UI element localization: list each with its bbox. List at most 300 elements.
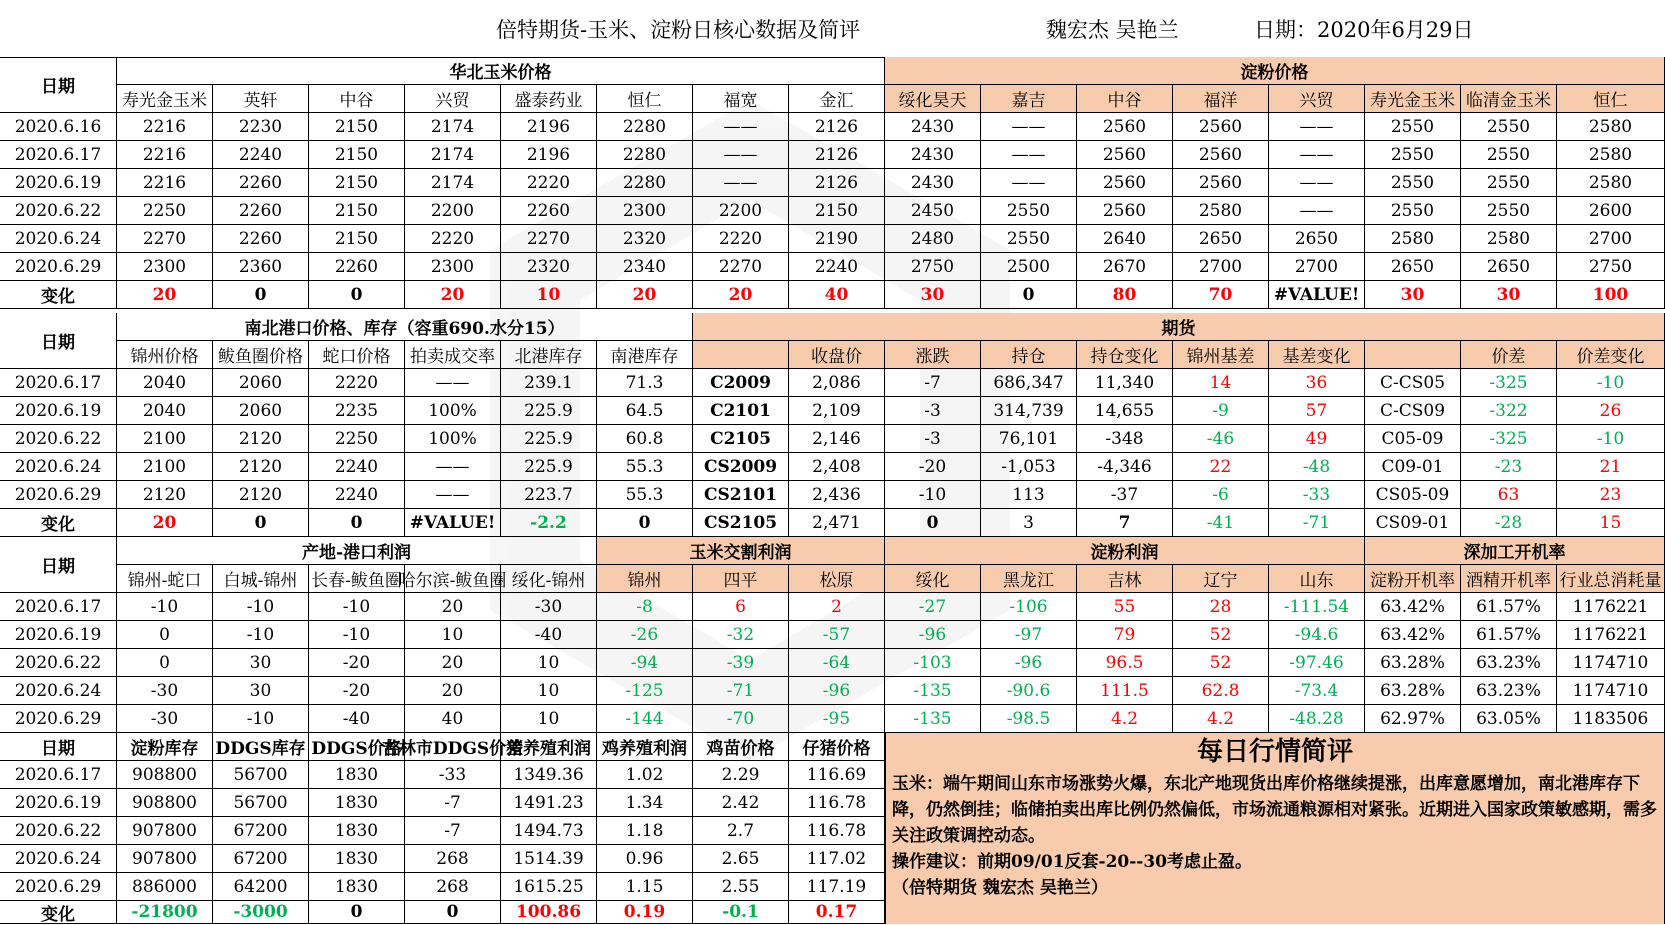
column-header[interactable]: 黑龙江 — [981, 565, 1077, 593]
table-cell[interactable]: 2200 — [405, 197, 501, 225]
change-cell[interactable]: 30 — [1365, 281, 1461, 309]
table-cell[interactable]: 2430 — [885, 113, 981, 141]
column-header[interactable]: 兴贸 — [405, 85, 501, 113]
table-cell[interactable]: 2220 — [405, 225, 501, 253]
table-cell[interactable]: -40 — [309, 705, 405, 733]
change-cell[interactable]: 40 — [789, 281, 885, 309]
change-cell[interactable]: 20 — [597, 281, 693, 309]
date-header[interactable]: 日期 — [0, 313, 117, 369]
table-cell[interactable]: 1830 — [309, 761, 405, 789]
table-cell[interactable]: 239.1 — [501, 369, 597, 397]
table-cell[interactable]: -71 — [693, 677, 789, 705]
column-header[interactable]: 绥化-锦州 — [501, 565, 597, 593]
table-cell[interactable]: 686,347 — [981, 369, 1077, 397]
change-cell[interactable]: 0 — [309, 281, 405, 309]
table-cell[interactable]: 2500 — [981, 253, 1077, 281]
row-date[interactable]: 2020.6.29 — [0, 481, 117, 509]
table-cell[interactable]: 2.7 — [693, 817, 789, 845]
table-cell[interactable]: -98.5 — [981, 705, 1077, 733]
table-cell[interactable]: 223.7 — [501, 481, 597, 509]
table-cell[interactable]: 2126 — [789, 141, 885, 169]
table-cell[interactable]: 2270 — [117, 225, 213, 253]
table-cell[interactable]: 10 — [501, 677, 597, 705]
table-cell[interactable]: —— — [1269, 141, 1365, 169]
column-header[interactable]: 南港库存 — [597, 341, 693, 369]
table-cell[interactable]: 4.2 — [1077, 705, 1173, 733]
table-cell[interactable]: 2600 — [1557, 197, 1665, 225]
table-cell[interactable]: -30 — [501, 593, 597, 621]
group-header-starch[interactable]: 淀粉价格 — [885, 57, 1665, 85]
table-cell[interactable]: -103 — [885, 649, 981, 677]
table-cell[interactable]: 2550 — [1461, 113, 1557, 141]
table-cell[interactable]: 2216 — [117, 113, 213, 141]
change-cell[interactable]: #VALUE! — [405, 509, 501, 537]
table-cell[interactable]: 14 — [1173, 369, 1269, 397]
table-cell[interactable]: 56700 — [213, 761, 309, 789]
table-cell[interactable]: -6 — [1173, 481, 1269, 509]
table-cell[interactable]: 63.42% — [1365, 593, 1461, 621]
table-cell[interactable]: 56700 — [213, 789, 309, 817]
table-cell[interactable]: —— — [981, 169, 1077, 197]
table-cell[interactable]: -20 — [309, 649, 405, 677]
table-cell[interactable]: 2150 — [309, 169, 405, 197]
date-header[interactable]: 日期 — [0, 537, 117, 593]
table-cell[interactable]: 2060 — [213, 369, 309, 397]
table-cell[interactable]: 55.3 — [597, 453, 693, 481]
table-cell[interactable]: 63.42% — [1365, 621, 1461, 649]
table-cell[interactable]: 62.97% — [1365, 705, 1461, 733]
table-cell[interactable]: 1174710 — [1557, 677, 1665, 705]
row-date[interactable]: 2020.6.17 — [0, 593, 117, 621]
table-cell[interactable]: 1183506 — [1557, 705, 1665, 733]
column-header[interactable]: 锦州价格 — [117, 341, 213, 369]
table-cell[interactable]: 886000 — [117, 873, 213, 901]
table-cell[interactable]: 2560 — [1173, 141, 1269, 169]
column-header[interactable]: 绥化昊天 — [885, 85, 981, 113]
table-cell[interactable]: 2750 — [1557, 253, 1665, 281]
table-cell[interactable]: 117.19 — [789, 873, 885, 901]
change-cell[interactable]: 0 — [885, 509, 981, 537]
change-cell[interactable]: -41 — [1173, 509, 1269, 537]
row-date[interactable]: 2020.6.22 — [0, 817, 117, 845]
table-cell[interactable]: 100% — [405, 397, 501, 425]
row-date[interactable]: 2020.6.22 — [0, 649, 117, 677]
table-cell[interactable]: -27 — [885, 593, 981, 621]
table-cell[interactable]: 2320 — [501, 253, 597, 281]
table-cell[interactable]: 30 — [213, 677, 309, 705]
table-cell[interactable]: 2.29 — [693, 761, 789, 789]
table-cell[interactable]: C2105 — [693, 425, 789, 453]
table-cell[interactable]: -10 — [213, 621, 309, 649]
row-date[interactable]: 2020.6.29 — [0, 873, 117, 901]
date-header[interactable]: 日期 — [0, 733, 117, 761]
table-cell[interactable]: 0.96 — [597, 845, 693, 873]
table-cell[interactable]: 1349.36 — [501, 761, 597, 789]
table-cell[interactable]: -3 — [885, 425, 981, 453]
table-cell[interactable]: 2240 — [789, 253, 885, 281]
table-cell[interactable]: -73.4 — [1269, 677, 1365, 705]
column-header[interactable]: DDGS价格 — [309, 733, 405, 761]
table-cell[interactable]: -37 — [1077, 481, 1173, 509]
change-label[interactable]: 变化 — [0, 509, 117, 537]
change-cell[interactable]: 80 — [1077, 281, 1173, 309]
change-cell[interactable]: 30 — [1461, 281, 1557, 309]
table-cell[interactable]: 225.9 — [501, 453, 597, 481]
table-cell[interactable]: 30 — [213, 649, 309, 677]
column-header[interactable]: 白城-锦州 — [213, 565, 309, 593]
table-cell[interactable]: 2580 — [1461, 225, 1557, 253]
column-header[interactable]: 福宽 — [693, 85, 789, 113]
change-cell[interactable]: 0 — [213, 281, 309, 309]
table-cell[interactable]: 2650 — [1173, 225, 1269, 253]
table-cell[interactable]: 116.78 — [789, 789, 885, 817]
table-cell[interactable]: 2550 — [1365, 141, 1461, 169]
row-date[interactable]: 2020.6.29 — [0, 705, 117, 733]
table-cell[interactable]: 2,436 — [789, 481, 885, 509]
column-header[interactable]: 嘉吉 — [981, 85, 1077, 113]
table-cell[interactable]: —— — [693, 141, 789, 169]
table-cell[interactable]: -96 — [789, 677, 885, 705]
change-cell[interactable]: 0 — [309, 901, 405, 924]
table-cell[interactable]: 113 — [981, 481, 1077, 509]
table-cell[interactable]: 2700 — [1173, 253, 1269, 281]
table-cell[interactable]: 908800 — [117, 789, 213, 817]
table-cell[interactable]: 2280 — [597, 113, 693, 141]
table-cell[interactable]: -97.46 — [1269, 649, 1365, 677]
column-header[interactable]: 中谷 — [309, 85, 405, 113]
row-date[interactable]: 2020.6.24 — [0, 225, 117, 253]
table-cell[interactable]: -3 — [885, 397, 981, 425]
change-cell[interactable]: 100 — [1557, 281, 1665, 309]
table-cell[interactable]: 2580 — [1173, 197, 1269, 225]
table-cell[interactable]: 2320 — [597, 225, 693, 253]
table-cell[interactable]: 22 — [1173, 453, 1269, 481]
table-cell[interactable]: -7 — [405, 789, 501, 817]
row-date[interactable]: 2020.6.19 — [0, 789, 117, 817]
table-cell[interactable]: 2560 — [1077, 197, 1173, 225]
table-cell[interactable]: 2150 — [309, 141, 405, 169]
group-header-corn-profit[interactable]: 玉米交割利润 — [597, 537, 885, 565]
table-cell[interactable]: 61.57% — [1461, 593, 1557, 621]
table-cell[interactable]: 1.02 — [597, 761, 693, 789]
table-cell[interactable]: -96 — [885, 621, 981, 649]
table-cell[interactable]: 2560 — [1077, 141, 1173, 169]
column-header[interactable]: 哈尔滨-鲅鱼圈 — [405, 565, 501, 593]
group-header-futures[interactable]: 期货 — [693, 313, 1665, 341]
row-date[interactable]: 2020.6.29 — [0, 253, 117, 281]
table-cell[interactable]: 2174 — [405, 169, 501, 197]
table-cell[interactable]: 116.78 — [789, 817, 885, 845]
table-cell[interactable]: 60.8 — [597, 425, 693, 453]
table-cell[interactable]: 2126 — [789, 113, 885, 141]
table-cell[interactable]: C2009 — [693, 369, 789, 397]
table-cell[interactable]: 2240 — [309, 481, 405, 509]
table-cell[interactable]: -322 — [1461, 397, 1557, 425]
table-cell[interactable]: 2150 — [309, 113, 405, 141]
table-cell[interactable]: 1174710 — [1557, 649, 1665, 677]
change-cell[interactable]: 20 — [405, 281, 501, 309]
table-cell[interactable]: -30 — [117, 705, 213, 733]
column-header[interactable] — [1365, 341, 1461, 369]
column-header[interactable]: 淀粉开机率 — [1365, 565, 1461, 593]
table-cell[interactable]: -135 — [885, 677, 981, 705]
table-cell[interactable]: 2700 — [1269, 253, 1365, 281]
table-cell[interactable]: 61.57% — [1461, 621, 1557, 649]
table-cell[interactable]: 20 — [405, 649, 501, 677]
table-cell[interactable]: 0 — [117, 621, 213, 649]
column-header[interactable]: 行业总消耗量 — [1557, 565, 1665, 593]
table-cell[interactable]: 2670 — [1077, 253, 1173, 281]
table-cell[interactable]: 2750 — [885, 253, 981, 281]
group-header-corn[interactable]: 华北玉米价格 — [117, 57, 885, 85]
table-cell[interactable]: 2560 — [1077, 169, 1173, 197]
column-header[interactable]: 寿光金玉米 — [1365, 85, 1461, 113]
table-cell[interactable]: 2550 — [1461, 169, 1557, 197]
change-cell[interactable]: 15 — [1557, 509, 1665, 537]
table-cell[interactable]: -325 — [1461, 369, 1557, 397]
table-cell[interactable]: 2.65 — [693, 845, 789, 873]
table-cell[interactable]: 67200 — [213, 845, 309, 873]
table-cell[interactable]: 2550 — [981, 225, 1077, 253]
table-cell[interactable]: 2235 — [309, 397, 405, 425]
column-header[interactable]: 收盘价 — [789, 341, 885, 369]
table-cell[interactable]: 10 — [405, 621, 501, 649]
column-header[interactable]: 持仓 — [981, 341, 1077, 369]
column-header[interactable]: 锦州基差 — [1173, 341, 1269, 369]
change-cell[interactable]: 20 — [117, 509, 213, 537]
table-cell[interactable]: -33 — [405, 761, 501, 789]
change-cell[interactable]: 0 — [981, 281, 1077, 309]
table-cell[interactable]: 2 — [789, 593, 885, 621]
table-cell[interactable]: 55 — [1077, 593, 1173, 621]
change-cell[interactable]: #VALUE! — [1269, 281, 1365, 309]
column-header[interactable]: 金汇 — [789, 85, 885, 113]
table-cell[interactable]: -10 — [213, 593, 309, 621]
table-cell[interactable]: 63.05% — [1461, 705, 1557, 733]
column-header[interactable]: 中谷 — [1077, 85, 1173, 113]
table-cell[interactable]: -4,346 — [1077, 453, 1173, 481]
table-cell[interactable]: 2430 — [885, 141, 981, 169]
change-cell[interactable]: 100.86 — [501, 901, 597, 924]
table-cell[interactable]: 64200 — [213, 873, 309, 901]
table-cell[interactable]: 2216 — [117, 169, 213, 197]
table-cell[interactable]: 2150 — [309, 225, 405, 253]
table-cell[interactable]: 2360 — [213, 253, 309, 281]
group-header-starch-profit[interactable]: 淀粉利润 — [885, 537, 1365, 565]
table-cell[interactable]: 1.34 — [597, 789, 693, 817]
table-cell[interactable]: —— — [981, 141, 1077, 169]
column-header[interactable]: 仔猪价格 — [789, 733, 885, 761]
table-cell[interactable]: 2450 — [885, 197, 981, 225]
table-cell[interactable]: -106 — [981, 593, 1077, 621]
table-cell[interactable]: -70 — [693, 705, 789, 733]
table-cell[interactable]: 225.9 — [501, 425, 597, 453]
table-cell[interactable]: 2.42 — [693, 789, 789, 817]
column-header[interactable]: 价差变化 — [1557, 341, 1665, 369]
change-cell[interactable]: -21800 — [117, 901, 213, 924]
table-cell[interactable]: 908800 — [117, 761, 213, 789]
table-cell[interactable]: 0 — [117, 649, 213, 677]
table-cell[interactable]: 11,340 — [1077, 369, 1173, 397]
table-cell[interactable]: 2040 — [117, 369, 213, 397]
change-cell[interactable]: 30 — [885, 281, 981, 309]
table-cell[interactable]: -95 — [789, 705, 885, 733]
table-cell[interactable]: 111.5 — [1077, 677, 1173, 705]
table-cell[interactable]: -90.6 — [981, 677, 1077, 705]
table-cell[interactable]: 2280 — [597, 169, 693, 197]
column-header[interactable]: 涨跌 — [885, 341, 981, 369]
row-date[interactable]: 2020.6.24 — [0, 677, 117, 705]
table-cell[interactable]: 2120 — [213, 481, 309, 509]
table-cell[interactable]: 1494.73 — [501, 817, 597, 845]
table-cell[interactable]: -46 — [1173, 425, 1269, 453]
table-cell[interactable]: 1176221 — [1557, 593, 1665, 621]
row-date[interactable]: 2020.6.19 — [0, 621, 117, 649]
table-cell[interactable]: 10 — [501, 649, 597, 677]
column-header[interactable]: 鸡养殖利润 — [597, 733, 693, 761]
table-cell[interactable]: 2,146 — [789, 425, 885, 453]
table-cell[interactable]: C2101 — [693, 397, 789, 425]
table-cell[interactable]: 2260 — [213, 169, 309, 197]
table-cell[interactable]: 63 — [1461, 481, 1557, 509]
table-cell[interactable]: 2174 — [405, 113, 501, 141]
table-cell[interactable]: —— — [693, 169, 789, 197]
table-cell[interactable]: 21 — [1557, 453, 1665, 481]
table-cell[interactable]: 2174 — [405, 141, 501, 169]
table-cell[interactable]: 20 — [405, 677, 501, 705]
table-cell[interactable]: 314,739 — [981, 397, 1077, 425]
table-cell[interactable]: 49 — [1269, 425, 1365, 453]
table-cell[interactable]: -10 — [1557, 425, 1665, 453]
table-cell[interactable]: 2550 — [1461, 141, 1557, 169]
table-cell[interactable]: 10 — [501, 705, 597, 733]
column-header[interactable]: 长春-鲅鱼圈 — [309, 565, 405, 593]
column-header[interactable]: 酒精开机率 — [1461, 565, 1557, 593]
change-cell[interactable]: 20 — [117, 281, 213, 309]
table-cell[interactable]: C-CS05 — [1365, 369, 1461, 397]
table-cell[interactable]: 2560 — [1173, 113, 1269, 141]
row-date[interactable]: 2020.6.24 — [0, 845, 117, 873]
table-cell[interactable]: 2550 — [1365, 197, 1461, 225]
table-cell[interactable]: 63.28% — [1365, 677, 1461, 705]
group-header-port-profit[interactable]: 产地-港口利润 — [117, 537, 597, 565]
change-cell[interactable]: 0 — [213, 509, 309, 537]
table-cell[interactable]: 100% — [405, 425, 501, 453]
table-cell[interactable]: 2,109 — [789, 397, 885, 425]
table-cell[interactable]: -7 — [885, 369, 981, 397]
column-header[interactable]: 绥化 — [885, 565, 981, 593]
table-cell[interactable]: -57 — [789, 621, 885, 649]
table-cell[interactable]: 71.3 — [597, 369, 693, 397]
row-date[interactable]: 2020.6.19 — [0, 169, 117, 197]
change-label[interactable]: 变化 — [0, 281, 117, 309]
table-cell[interactable]: 64.5 — [597, 397, 693, 425]
table-cell[interactable]: -20 — [885, 453, 981, 481]
table-cell[interactable]: 2120 — [213, 425, 309, 453]
table-cell[interactable]: 225.9 — [501, 397, 597, 425]
table-cell[interactable]: 2650 — [1269, 225, 1365, 253]
column-header[interactable]: 恒仁 — [1557, 85, 1665, 113]
table-cell[interactable]: 52 — [1173, 649, 1269, 677]
table-cell[interactable]: 2240 — [309, 453, 405, 481]
table-cell[interactable]: 2270 — [693, 253, 789, 281]
table-cell[interactable]: 2216 — [117, 141, 213, 169]
row-date[interactable]: 2020.6.24 — [0, 453, 117, 481]
table-cell[interactable]: 2560 — [1077, 113, 1173, 141]
column-header[interactable]: 基差变化 — [1269, 341, 1365, 369]
group-header-port[interactable]: 南北港口价格、库存（容重690.水分15） — [117, 313, 693, 341]
table-cell[interactable]: -10 — [309, 621, 405, 649]
change-cell[interactable]: CS09-01 — [1365, 509, 1461, 537]
table-cell[interactable]: -325 — [1461, 425, 1557, 453]
table-cell[interactable]: 2580 — [1557, 169, 1665, 197]
table-cell[interactable]: 116.69 — [789, 761, 885, 789]
column-header[interactable]: 拍卖成交率 — [405, 341, 501, 369]
table-cell[interactable]: 63.28% — [1365, 649, 1461, 677]
column-header[interactable]: 临清金玉米 — [1461, 85, 1557, 113]
table-cell[interactable]: 268 — [405, 873, 501, 901]
table-cell[interactable]: 117.02 — [789, 845, 885, 873]
table-cell[interactable]: -48 — [1269, 453, 1365, 481]
table-cell[interactable]: 907800 — [117, 817, 213, 845]
table-cell[interactable]: 14,655 — [1077, 397, 1173, 425]
table-cell[interactable]: CS2101 — [693, 481, 789, 509]
table-cell[interactable]: 2700 — [1557, 225, 1665, 253]
table-cell[interactable]: -96 — [981, 649, 1077, 677]
table-cell[interactable]: 2550 — [1461, 197, 1557, 225]
column-header[interactable]: 蛇口价格 — [309, 341, 405, 369]
table-cell[interactable]: 76,101 — [981, 425, 1077, 453]
table-cell[interactable]: CS05-09 — [1365, 481, 1461, 509]
table-cell[interactable]: 62.8 — [1173, 677, 1269, 705]
column-header[interactable]: DDGS库存 — [213, 733, 309, 761]
change-cell[interactable]: 0 — [405, 901, 501, 924]
table-cell[interactable]: 26 — [1557, 397, 1665, 425]
table-cell[interactable]: -10 — [309, 593, 405, 621]
table-cell[interactable]: -10 — [1557, 369, 1665, 397]
change-cell[interactable]: 70 — [1173, 281, 1269, 309]
table-cell[interactable]: 2196 — [501, 113, 597, 141]
table-cell[interactable]: C05-09 — [1365, 425, 1461, 453]
table-cell[interactable]: 2,086 — [789, 369, 885, 397]
table-cell[interactable]: 2220 — [501, 169, 597, 197]
table-cell[interactable]: -348 — [1077, 425, 1173, 453]
change-cell[interactable]: -3000 — [213, 901, 309, 924]
table-cell[interactable]: 2550 — [981, 197, 1077, 225]
table-cell[interactable]: 2260 — [309, 253, 405, 281]
table-cell[interactable]: 1830 — [309, 873, 405, 901]
table-cell[interactable]: 2480 — [885, 225, 981, 253]
table-cell[interactable]: 28 — [1173, 593, 1269, 621]
column-header[interactable]: 鲅鱼圈价格 — [213, 341, 309, 369]
table-cell[interactable]: 1.18 — [597, 817, 693, 845]
column-header[interactable]: 锦州 — [597, 565, 693, 593]
column-header[interactable]: 辽宁 — [1173, 565, 1269, 593]
column-header[interactable]: 吉林市DDGS价差 — [405, 733, 501, 761]
table-cell[interactable]: -10 — [213, 705, 309, 733]
table-cell[interactable]: 2190 — [789, 225, 885, 253]
table-cell[interactable]: C09-01 — [1365, 453, 1461, 481]
table-cell[interactable]: —— — [405, 453, 501, 481]
table-cell[interactable]: -26 — [597, 621, 693, 649]
table-cell[interactable]: -10 — [117, 593, 213, 621]
table-cell[interactable]: 1.15 — [597, 873, 693, 901]
table-cell[interactable]: 2240 — [213, 141, 309, 169]
change-label[interactable]: 变化 — [0, 901, 117, 924]
table-cell[interactable]: 67200 — [213, 817, 309, 845]
column-header[interactable]: 价差 — [1461, 341, 1557, 369]
row-date[interactable]: 2020.6.22 — [0, 425, 117, 453]
